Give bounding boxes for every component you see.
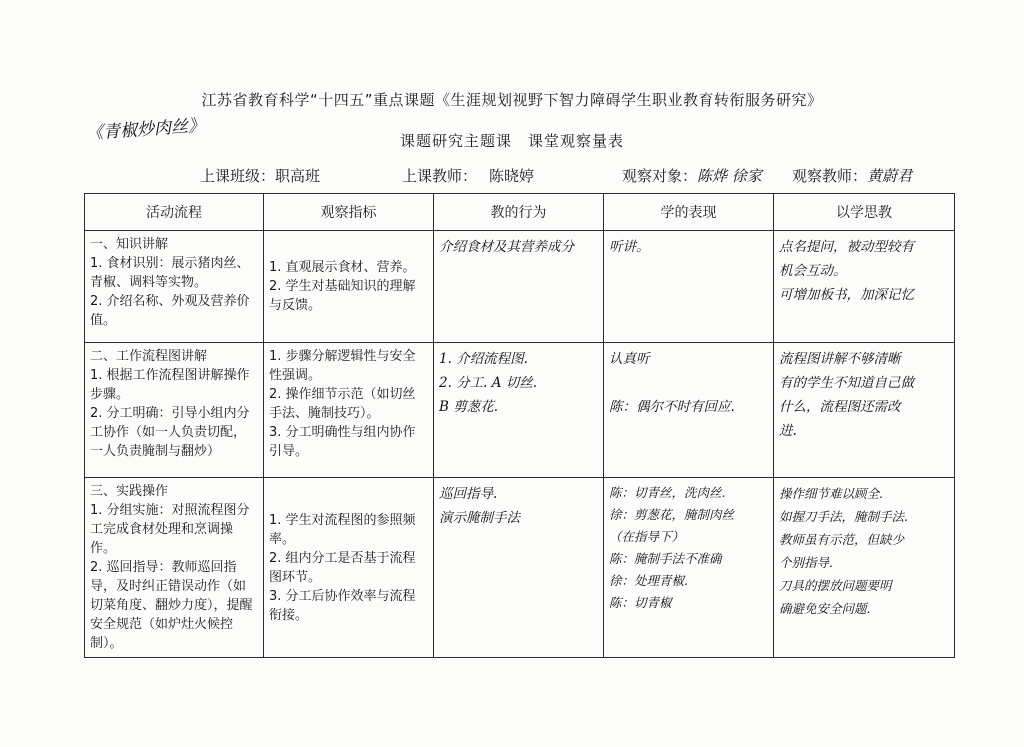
observer-value: 黄蔚君	[867, 167, 913, 185]
col-header-teaching: 教的行为	[434, 194, 604, 231]
indicator-cell	[264, 231, 434, 343]
col-header-reflection: 以学思教	[774, 194, 955, 231]
process-line: 1. 食材识别：展示猪肉丝、青椒、调料等实物。	[90, 256, 250, 290]
process-line: 2. 分工明确：引导小组内分工协作（如一人负责切配，一人负责腌制与翻炒）	[90, 406, 250, 459]
indicator-line: 3. 分工后协作效率与流程衔接。	[269, 588, 416, 623]
process-line: 2. 介绍名称、外观及营养价值。	[90, 294, 250, 328]
process-line: 2. 巡回指导：教师巡回指导，及时纠正错误动作（如切菜角度、翻炒力度），提醒安全规范（如炉灶火候控制）。	[90, 560, 253, 651]
observer-info	[792, 165, 912, 186]
teacher-info	[402, 165, 534, 186]
class-label: 上课班级：	[200, 167, 276, 185]
indicator-line: 1. 学生对流程图的参照频率。	[269, 512, 416, 547]
col-header-process: 活动流程	[85, 194, 264, 231]
process-cell	[85, 343, 264, 478]
document-title: 江苏省教育科学“十四五”重点课题《生涯规划视野下智力障碍学生职业教育转衔服务研究》	[201, 91, 823, 109]
learning-cell: 认真听 陈：偶尔不时有回应.	[604, 343, 774, 478]
reflection-cell: 操作细节难以顾全. 如握刀手法，腌制手法. 教师虽有示范，但缺少 个别指导. 刀具的摆放问题要明 确避免安全问题.	[774, 478, 955, 658]
table-row	[85, 478, 955, 658]
indicator-line: 2. 操作细节示范（如切丝手法、腌制技巧）。	[269, 387, 416, 421]
learning-cell: 陈：切青丝，洗肉丝. 徐：剪葱花，腌制肉丝 （在指导下） 陈：腌制手法不准确 徐：处理青椒. 陈：切青椒	[604, 478, 774, 658]
process-line: 1. 根据工作流程图讲解操作步骤。	[90, 368, 250, 402]
indicator-line: 3. 分工明确性与组内协作引导。	[269, 425, 416, 459]
col-header-indicators: 观察指标	[264, 194, 434, 231]
target-value: 陈烨 徐家	[697, 167, 762, 185]
indicator-line: 2. 组内分工是否基于流程图环节。	[269, 550, 416, 585]
table-row	[85, 231, 955, 343]
process-line: 一、知识讲解	[90, 237, 169, 252]
process-cell	[85, 231, 264, 343]
teaching-cell: 介绍食材及其营养成分	[434, 231, 604, 343]
class-info	[200, 165, 320, 186]
process-line: 1. 分组实施：对照流程图分工完成食材处理和烹调操作。	[90, 503, 250, 556]
teaching-cell: 巡回指导. 演示腌制手法	[434, 478, 604, 658]
reflection-cell: 流程图讲解不够清晰 有的学生不知道自己做 什么，流程图还需改 进.	[774, 343, 955, 478]
table-header-row	[85, 194, 955, 231]
indicator-line: 2. 学生对基础知识的理解与反馈。	[269, 279, 416, 313]
process-line: 三、实践操作	[90, 484, 169, 499]
class-value: 职高班	[275, 167, 321, 185]
indicator-cell	[264, 478, 434, 658]
target-label: 观察对象：	[622, 167, 698, 185]
process-line: 二、工作流程图讲解	[90, 349, 208, 364]
form-subtitle: 课题研究主题课 课堂观察量表	[399, 132, 624, 150]
col-header-learning: 学的表现	[604, 194, 774, 231]
indicator-line: 1. 直观展示食材、营养。	[269, 260, 416, 275]
teacher-value: 陈晓婷	[489, 167, 535, 185]
target-info	[622, 165, 762, 186]
teacher-label: 上课教师：	[402, 167, 478, 185]
process-cell	[85, 478, 264, 658]
reflection-cell: 点名提问，被动型较有 机会互动。 可增加板书，加深记忆	[774, 231, 955, 343]
observer-label: 观察教师：	[792, 167, 868, 185]
table-row	[85, 343, 955, 478]
indicator-cell	[264, 343, 434, 478]
observation-table	[84, 193, 955, 658]
teaching-cell: 1. 介绍流程图. 2. 分工. A 切丝. B 剪葱花.	[434, 343, 604, 478]
learning-cell: 听讲。	[604, 231, 774, 343]
handwritten-lesson-title: 《青椒炒肉丝》	[85, 115, 206, 144]
indicator-line: 1. 步骤分解逻辑性与安全性强调。	[269, 349, 416, 383]
